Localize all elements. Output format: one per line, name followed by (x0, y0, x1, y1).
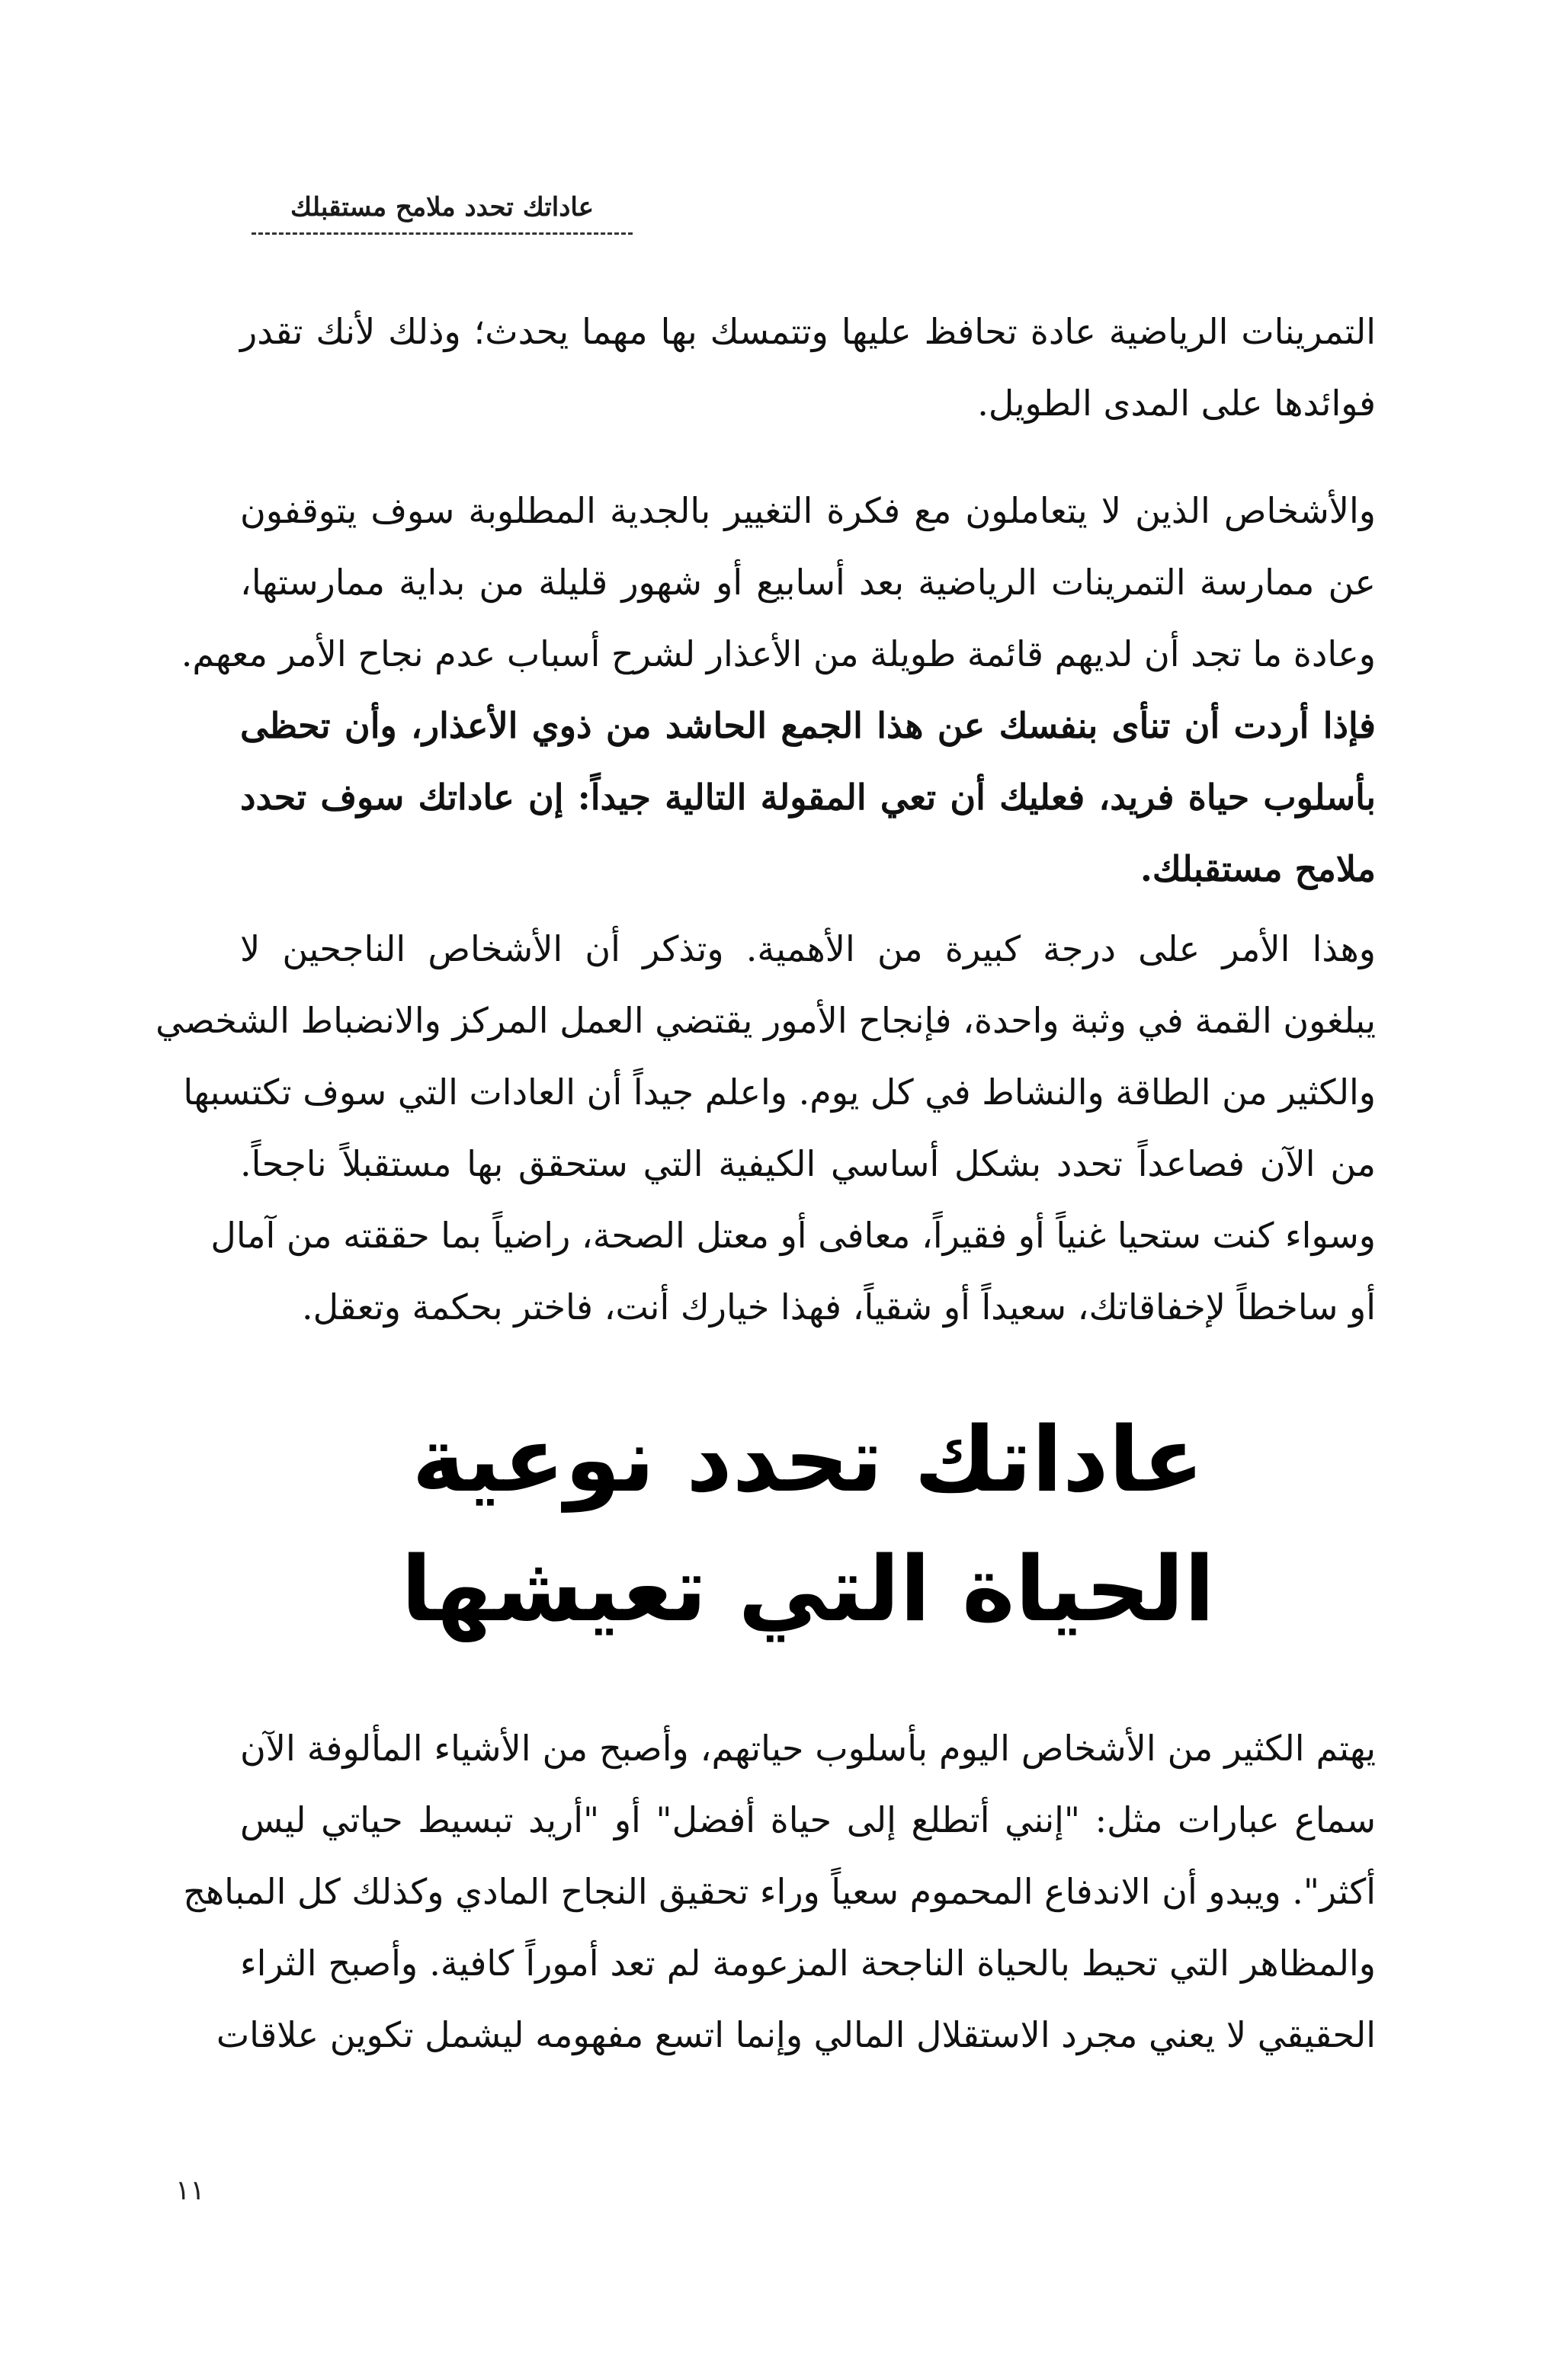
section-heading-line-2: الحياة التي تعيشها (401, 1536, 1215, 1642)
text-line: والمظاهر التي تحيط بالحياة الناجحة المزعومة لم تعد أموراً كافية. وأصبح الثراء (240, 1943, 1376, 1984)
text-line-emphasis: بأسلوب حياة فريد، فعليك أن تعي المقولة التالية جيداً: إن عاداتك سوف تحدد (240, 777, 1376, 818)
paragraph-1 (240, 296, 1376, 439)
text-line: فوائدها على المدى الطويل. (977, 383, 1376, 424)
paragraph-4 (183, 1712, 1376, 2071)
header-divider (252, 232, 633, 235)
text-line: سماع عبارات مثل: "إنني أتطلع إلى حياة أفضل" أو "أريد تبسيط حياتي ليس (240, 1799, 1376, 1840)
text-line: أكثر". ويبدو أن الاندفاع المحموم سعياً وراء تحقيق النجاح المادي وكذلك كل المباهج (183, 1871, 1376, 1912)
text-line: والكثير من الطاقة والنشاط في كل يوم. واعلم جيداً أن العادات التي سوف تكتسبها (183, 1071, 1376, 1113)
text-line: الحقيقي لا يعني مجرد الاستقلال المالي وإنما اتسع مفهومه ليشمل تكوين علاقات (216, 2014, 1376, 2055)
text-line: وهذا الأمر على درجة كبيرة من الأهمية. وتذكر أن الأشخاص الناجحين لا (240, 928, 1376, 969)
text-line: التمرينات الرياضية عادة تحافظ عليها وتتمسك بها مهما يحدث؛ وذلك لأنك تقدر (240, 311, 1376, 352)
text-line: يبلغون القمة في وثبة واحدة، فإنجاح الأمور يقتضي العمل المركز والانضباط الشخصي (155, 1000, 1376, 1041)
text-line: يهتم الكثير من الأشخاص اليوم بأسلوب حياتهم، وأصبح من الأشياء المألوفة الآن (240, 1728, 1376, 1769)
text-line: وسواء كنت ستحيا غنياً أو فقيراً، معافى أو معتل الصحة، راضياً بما حققته من آمال (210, 1215, 1376, 1256)
text-line: أو ساخطاً لإخفاقاتك، سعيداً أو شقياً، فهذا خيارك أنت، فاختر بحكمة وتعقل. (301, 1286, 1376, 1328)
page-number: ١١ (175, 2175, 205, 2206)
text-line-emphasis: ملامح مستقبلك. (1139, 848, 1376, 889)
text-line: عن ممارسة التمرينات الرياضية بعد أسابيع أو شهور قليلة من بداية ممارستها، (240, 562, 1376, 603)
paragraph-2 (181, 475, 1376, 905)
section-heading-line-1: عاداتك تحدد نوعية (412, 1407, 1204, 1512)
paragraph-3 (155, 913, 1376, 1343)
running-header: عاداتك تحدد ملامح مستقبلك (290, 192, 595, 223)
text-line: وعادة ما تجد أن لديهم قائمة طويلة من الأعذار لشرح أسباب عدم نجاح الأمر معهم. (181, 633, 1376, 674)
text-line-emphasis: فإذا أردت أن تنأى بنفسك عن هذا الجمع الحاشد من ذوي الأعذار، وأن تحظى (240, 705, 1376, 746)
text-line: والأشخاص الذين لا يتعاملون مع فكرة التغيير بالجدية المطلوبة سوف يتوقفون (240, 490, 1376, 531)
text-line: من الآن فصاعداً تحدد بشكل أساسي الكيفية التي ستحقق بها مستقبلاً ناجحاً. (240, 1143, 1376, 1184)
